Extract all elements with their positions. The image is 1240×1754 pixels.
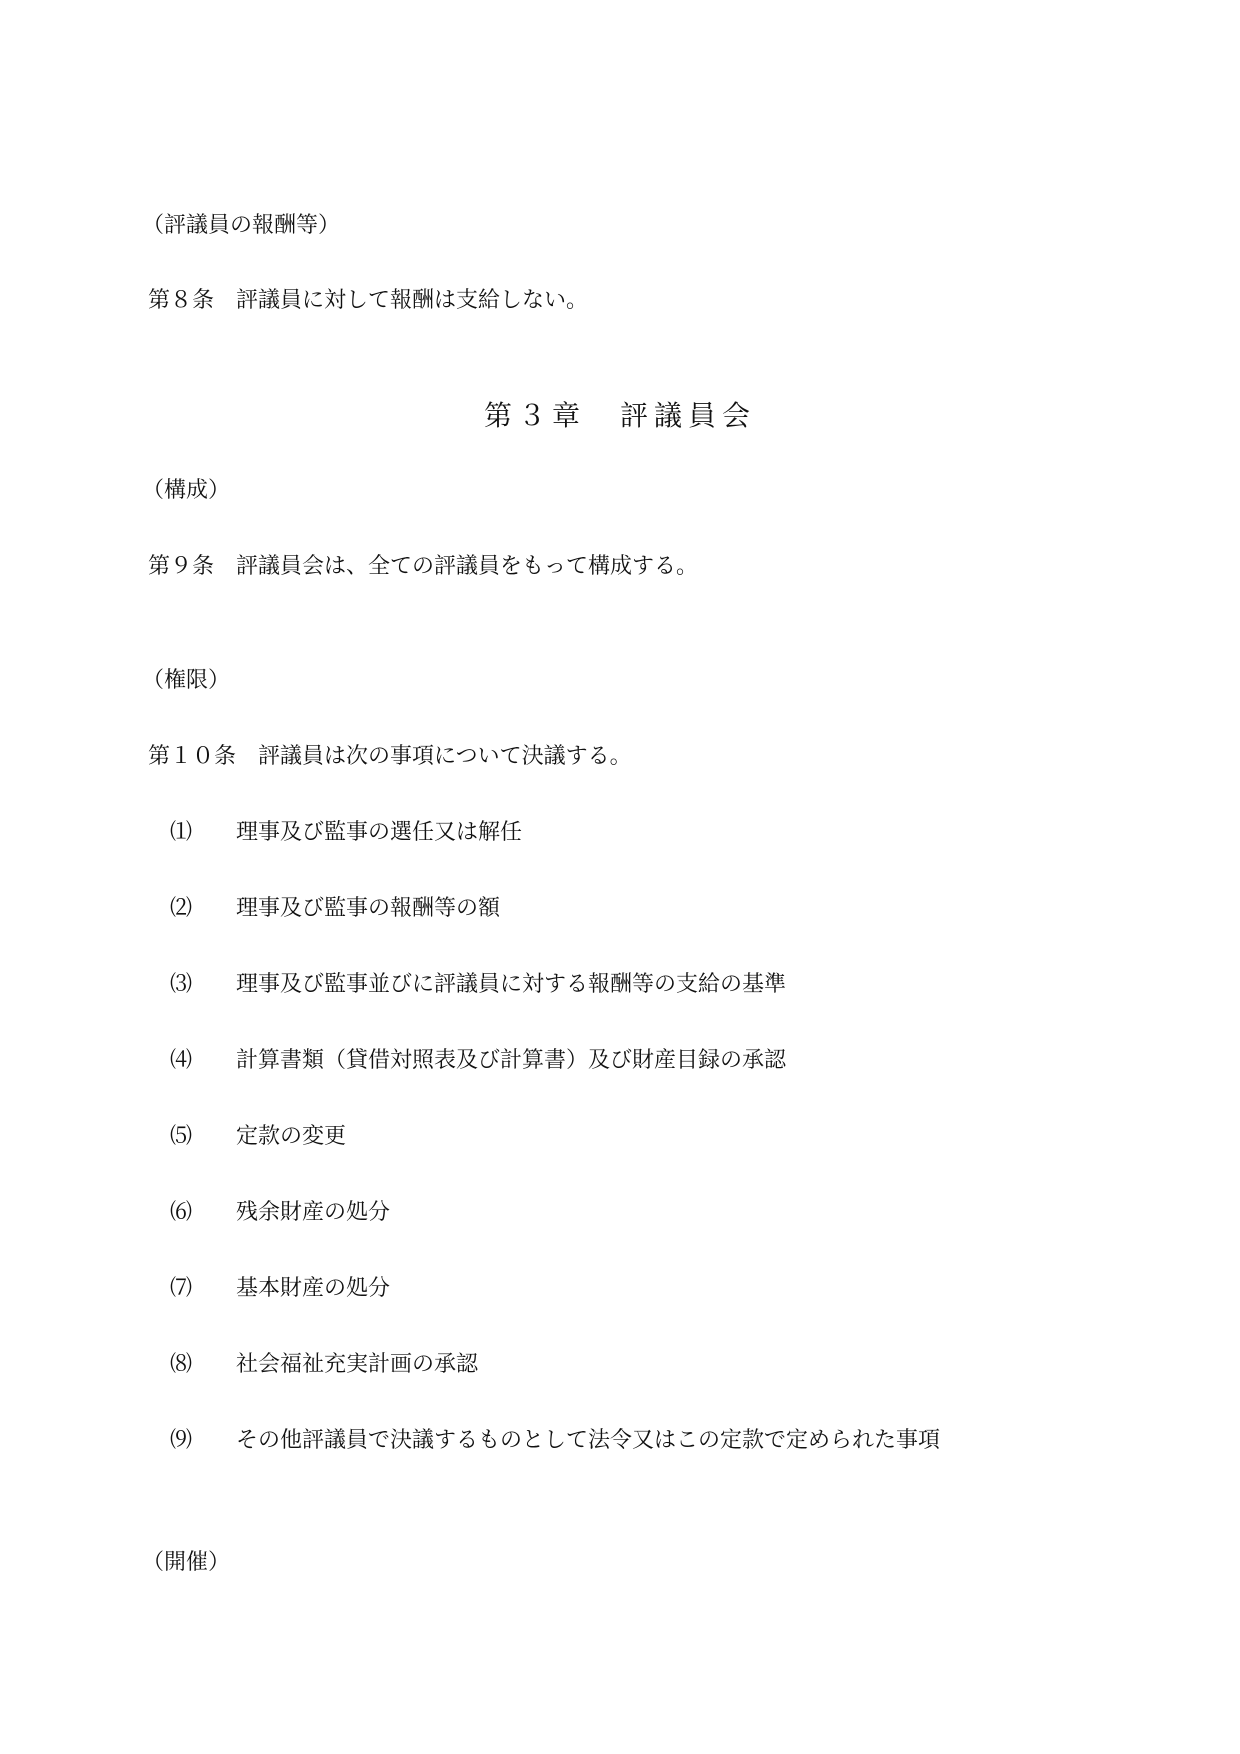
list-item-number: ⑷ — [170, 1048, 193, 1073]
list-item-number: ⑸ — [170, 1124, 193, 1149]
list-item — [170, 1426, 940, 1456]
list-item-number: ⑺ — [170, 1276, 193, 1301]
section-heading-meeting: （開催） — [142, 1550, 231, 1575]
list-item-text: 計算書類（貸借対照表及び計算書）及び財産目録の承認 — [236, 1048, 787, 1073]
list-item-text: 理事及び監事の選任又は解任 — [236, 820, 523, 845]
list-item-number: ⑼ — [170, 1428, 193, 1453]
chapter-3-name: 評議員会 — [620, 399, 757, 432]
list-item — [170, 1198, 390, 1228]
list-item-number: ⑵ — [170, 896, 193, 921]
article-9 — [148, 552, 698, 582]
article-10-number: 第１０条 — [148, 744, 237, 769]
list-item-text: 残余財産の処分 — [236, 1200, 391, 1225]
article-9-number: 第９条 — [148, 554, 215, 579]
list-item-number: ⑴ — [170, 820, 193, 845]
chapter-3-title — [0, 398, 1240, 434]
list-item — [170, 1046, 786, 1076]
list-item — [170, 970, 786, 1000]
list-item-text: 定款の変更 — [236, 1124, 347, 1149]
list-item-text: 基本財産の処分 — [236, 1276, 391, 1301]
list-item-text: その他評議員で決議するものとして法令又はこの定款で定められた事項 — [236, 1428, 941, 1453]
list-item-number: ⑶ — [170, 972, 193, 997]
chapter-3-number: 第３章 — [483, 399, 586, 432]
section-heading-composition: （構成） — [142, 478, 231, 503]
section-heading-remuneration: （評議員の報酬等） — [142, 213, 341, 238]
section-heading-authority: （権限） — [142, 668, 231, 693]
article-10-text: 評議員は次の事項について決議する。 — [258, 744, 632, 769]
article-9-text: 評議員会は、全ての評議員をもって構成する。 — [236, 554, 699, 579]
list-item — [170, 1350, 478, 1380]
list-item — [170, 894, 500, 924]
list-item — [170, 1122, 346, 1152]
article-8 — [148, 286, 588, 316]
article-8-number: 第８条 — [148, 288, 215, 313]
list-item-text: 理事及び監事並びに評議員に対する報酬等の支給の基準 — [236, 972, 787, 997]
article-8-text: 評議員に対して報酬は支給しない。 — [236, 288, 589, 313]
article-10 — [148, 742, 632, 772]
list-item — [170, 1274, 390, 1304]
list-item-number: ⑹ — [170, 1200, 193, 1225]
list-item-number: ⑻ — [170, 1352, 193, 1377]
list-item-text: 社会福祉充実計画の承認 — [236, 1352, 479, 1377]
list-item-text: 理事及び監事の報酬等の額 — [236, 896, 501, 921]
list-item — [170, 818, 522, 848]
